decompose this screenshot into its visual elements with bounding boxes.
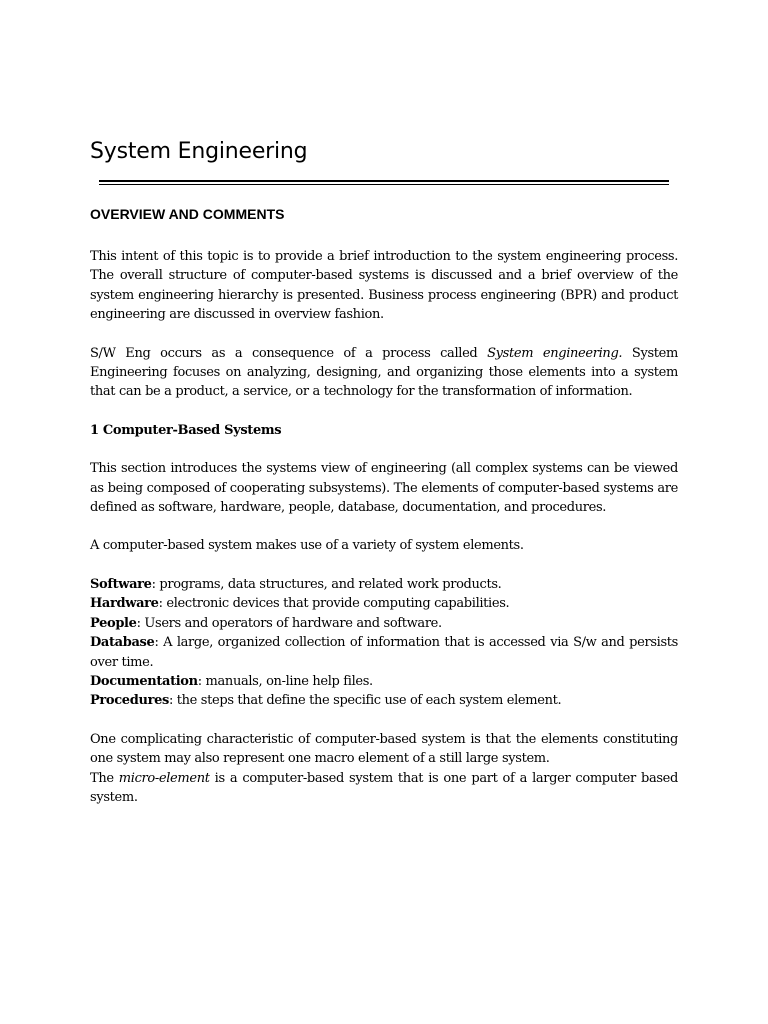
swe-paragraph-before: S/W Eng occurs as a consequence of a process called (90, 345, 488, 361)
element-definition: : manuals, on-line help files. (197, 673, 373, 689)
element-term: Documentation (90, 673, 198, 689)
elements-list (90, 575, 678, 711)
element-term: Database (90, 635, 155, 651)
page-content (90, 136, 678, 807)
intro-paragraph: This intent of this topic is to provide a brief introduction to the system engineering process. The overall structure of computer-based systems is discussed and a brief overview of the system engineering hierarchy is presented. Business process engineering (BPR) and product engineering are discussed in overview fashion. (90, 249, 678, 323)
list-item (90, 614, 678, 633)
element-definition: : the steps that define the specific use of each system element. (168, 693, 562, 709)
swe-paragraph-after: System Engineering focuses on analyzing, designing, and organizing those elements into a system that can be a product, a service, or a technology for the transformation of information. (90, 345, 678, 400)
micro-paragraph-after: is a computer-based system that is one part of a larger computer based system. (90, 770, 678, 805)
document-title: System Engineering (90, 139, 308, 164)
list-item (90, 633, 678, 672)
list-item (90, 691, 678, 710)
element-term: Procedures (90, 693, 169, 709)
micro-paragraph-emphasis: micro-element (118, 770, 210, 786)
title-double-rule (99, 180, 669, 185)
element-definition: : electronic devices that provide computing capabilities. (158, 596, 510, 612)
list-item (90, 672, 678, 691)
micro-element-paragraph (90, 769, 678, 808)
closing-paragraph: One complicating characteristic of computer-based system is that the elements constituting one system may also represent one macro element of a still large system. (90, 731, 678, 767)
element-term: Hardware (90, 596, 159, 612)
micro-paragraph-before: The (90, 770, 119, 786)
elements-intro: A computer-based system makes use of a variety of system elements. (90, 538, 524, 554)
swe-paragraph (90, 344, 678, 402)
section-1-heading: 1 Computer-Based Systems (90, 422, 282, 438)
element-term: Software (90, 576, 152, 592)
swe-paragraph-emphasis: System engineering. (487, 345, 623, 361)
element-definition: : Users and operators of hardware and software. (136, 615, 442, 631)
section-1-intro: This section introduces the systems view of engineering (all complex systems can be viewed as being composed of cooperating subsystems). The elements of computer-based systems are defined as software, hardware, people, database, documentation, and procedures. (90, 461, 678, 516)
element-term: People (90, 615, 137, 631)
element-definition: : A large, organized collection of information that is accessed via S/w and persists over time. (90, 635, 678, 670)
list-item (90, 575, 678, 594)
overview-heading: OVERVIEW AND COMMENTS (90, 206, 285, 222)
element-definition: : programs, data structures, and related work products. (151, 576, 502, 592)
list-item (90, 594, 678, 613)
